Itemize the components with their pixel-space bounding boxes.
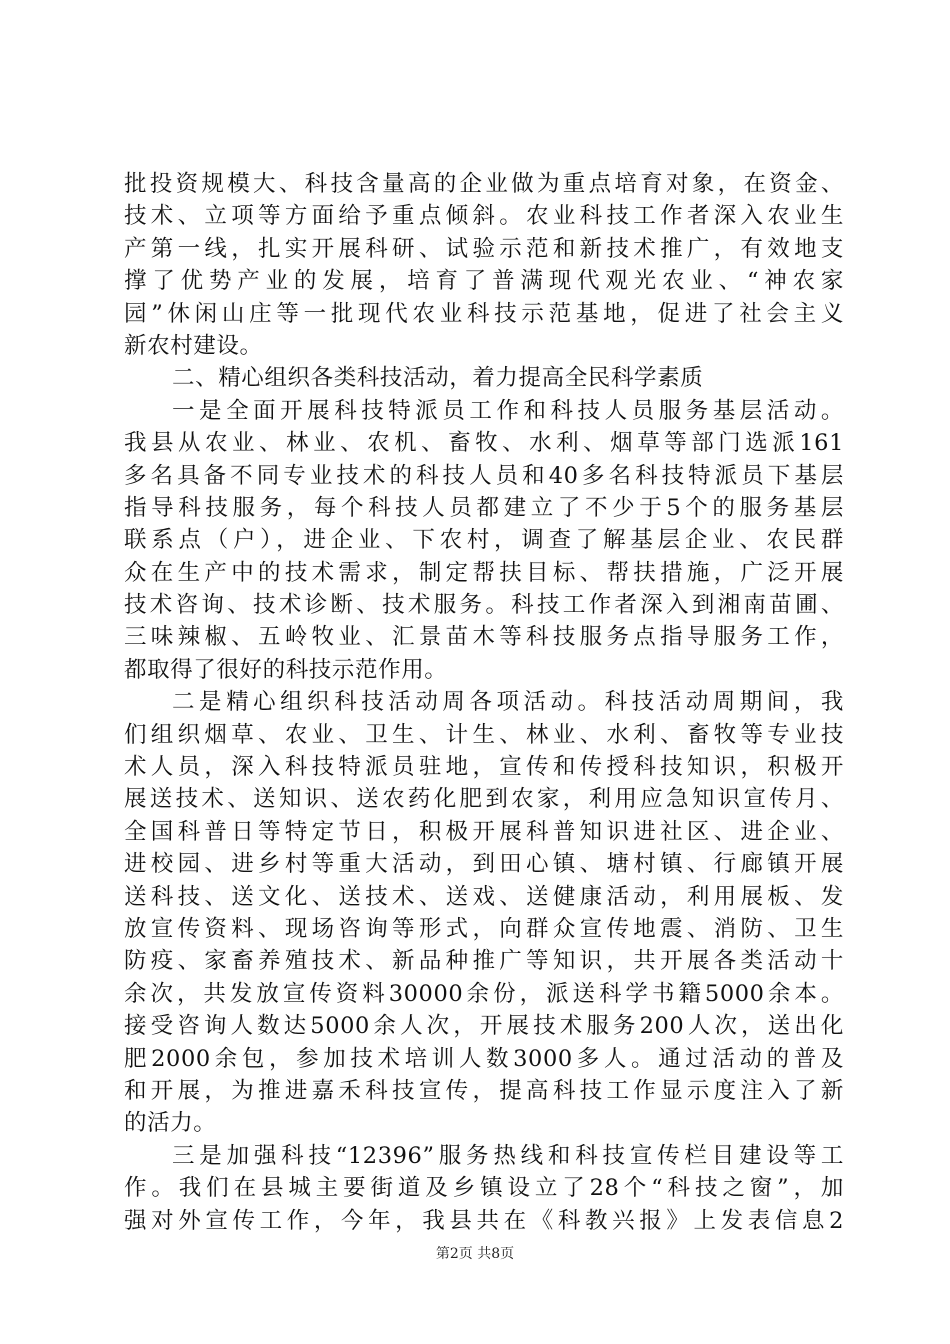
text-line: 技术咨询、技术诊断、技术服务。科技工作者深入到湘南苗圃、 (124, 592, 844, 619)
text-line: 们组织烟草、农业、卫生、计生、林业、水利、畜牧等专业技 (124, 721, 844, 748)
text-line: 三味辣椒、五岭牧业、汇景苗木等科技服务点指导服务工作， (124, 624, 844, 651)
text-line: 批投资规模大、科技含量高的企业做为重点培育对象，在资金、 (124, 171, 844, 197)
text-line: 撑了优势产业的发展，培育了普满现代观光农业、“神农家 (124, 268, 844, 295)
text-line: 指导科技服务，每个科技人员都建立了不少于5个的服务基层 (124, 494, 844, 521)
text-line: 产第一线，扎实开展科研、试验示范和新技术推广，有效地支 (124, 235, 844, 262)
text-line: 展送技术、送知识、送农药化肥到农家，利用应急知识宣传月、 (124, 786, 844, 813)
text-line: 多名具备不同专业技术的科技人员和40多名科技特派员下基层 (124, 462, 844, 489)
text-line: 术人员，深入科技特派员驻地，宣传和传授科技知识，积极开 (124, 754, 844, 781)
text-line: 防疫、家畜养殖技术、新品种推广等知识，共开展各类活动十 (124, 948, 844, 975)
text-line: 二是精心组织科技活动周各项活动。科技活动周期间，我 (172, 689, 844, 716)
text-line: 新农村建设。 (124, 332, 263, 359)
text-line: 三是加强科技“12396”服务热线和科技宣传栏目建设等工 (172, 1142, 844, 1169)
text-line: 的活力。 (124, 1110, 217, 1137)
text-line: 全国科普日等特定节日，积极开展科普知识进社区、进企业、 (124, 818, 844, 845)
text-line: 进校园、进乡村等重大活动，到田心镇、塘村镇、行廊镇开展 (124, 851, 844, 878)
page-number: 第2页 共8页 (435, 1246, 515, 1262)
text-line: 众在生产中的技术需求，制定帮扶目标、帮扶措施，广泛开展 (124, 559, 844, 586)
text-line: 联系点（户），进企业、下农村，调查了解基层企业、农民群 (124, 527, 844, 554)
text-line: 作。我们在县城主要街道及乡镇设立了28个“科技之窗”，加 (124, 1175, 844, 1202)
document-body (124, 168, 844, 1237)
text-line: 强对外宣传工作，今年，我县共在《科教兴报》上发表信息2 (124, 1207, 844, 1234)
text-line: 一是全面开展科技特派员工作和科技人员服务基层活动。 (172, 397, 844, 424)
text-line: 和开展，为推进嘉禾科技宣传，提高科技工作显示度注入了新 (124, 1077, 844, 1104)
text-line: 余次，共发放宣传资料30000余份，派送科学书籍5000余本。 (124, 980, 844, 1007)
text-line: 肥2000余包，参加技术培训人数3000多人。通过活动的普及 (124, 1045, 844, 1072)
text-line: 都取得了很好的科技示范作用。 (124, 656, 448, 683)
text-line: 园”休闲山庄等一批现代农业科技示范基地，促进了社会主义 (124, 300, 844, 327)
text-line: 技术、立项等方面给予重点倾斜。农业科技工作者深入农业生 (124, 203, 844, 230)
text-line: 放宣传资料、现场咨询等形式，向群众宣传地震、消防、卫生 (124, 915, 844, 942)
text-line: 送科技、送文化、送技术、送戏、送健康活动，利用展板、发 (124, 883, 844, 910)
text-line: 接受咨询人数达5000余人次，开展技术服务200人次，送出化 (124, 1013, 844, 1040)
text-line: 我县从农业、林业、农机、畜牧、水利、烟草等部门选派161 (124, 430, 844, 457)
section-heading: 二、精心组织各类科技活动，着力提高全民科学素质 (172, 365, 704, 392)
